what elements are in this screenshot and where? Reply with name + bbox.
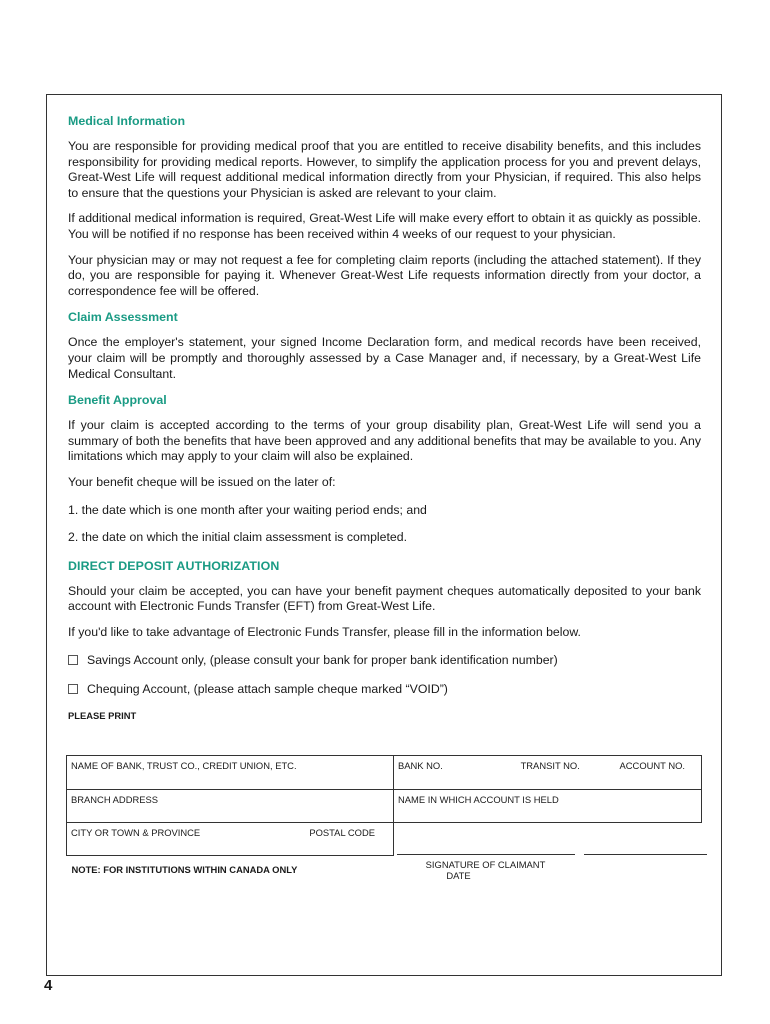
- branch-address-label: BRANCH ADDRESS: [71, 794, 158, 805]
- signature-labels: [394, 856, 702, 884]
- bank-name-label: NAME OF BANK, TRUST CO., CREDIT UNION, ETC.: [71, 760, 297, 771]
- date-line[interactable]: [584, 854, 707, 855]
- content-area: [68, 113, 701, 721]
- savings-label: Savings Account only, (please consult your bank for proper bank identification number): [87, 653, 558, 668]
- benefit-approval-heading: Benefit Approval: [68, 393, 167, 408]
- bank-information-form: [66, 755, 702, 884]
- account-holder-field[interactable]: [394, 790, 702, 823]
- direct-deposit-heading: DIRECT DEPOSIT AUTHORIZATION: [68, 558, 280, 573]
- chequing-checkbox[interactable]: [68, 684, 78, 694]
- claim-assessment-heading: Claim Assessment: [68, 310, 178, 325]
- claim-paragraph-1: Once the employer's statement, your signed Income Declaration form, and medical records have been received, your claim will be promptly and thoroughly assessed by a Case Manager and, if necessary, by a Great-West Life Medical Consultant.: [68, 335, 701, 381]
- please-print-label: PLEASE PRINT: [68, 710, 137, 722]
- page-number: 4: [44, 977, 53, 994]
- benefit-list-item-1: 1. the date which is one month after your waiting period ends; and: [68, 502, 427, 517]
- deposit-paragraph-1: Should your claim be accepted, you can have your benefit payment cheques automatically deposited to your bank account with Electronic Funds Transfer (EFT) from Great-West Life.: [68, 583, 701, 614]
- medical-paragraph-3: Your physician may or may not request a fee for completing claim reports (including the attached statement). If they do, you are responsible for paying it. Whenever Great-West Life requests information directly from your doctor, a correspondence fee will be offered.: [68, 252, 701, 298]
- note-cell: [67, 856, 394, 884]
- deposit-paragraph-2: If you'd like to take advantage of Electronic Funds Transfer, please fill in the information below.: [68, 624, 581, 639]
- date-label: DATE: [446, 869, 471, 881]
- canada-note: NOTE: FOR INSTITUTIONS WITHIN CANADA ONLY: [71, 864, 298, 876]
- savings-checkbox[interactable]: [68, 655, 78, 665]
- benefit-paragraph-2: Your benefit cheque will be issued on the later of:: [68, 474, 336, 489]
- savings-option[interactable]: [68, 652, 701, 668]
- benefit-paragraph-1: If your claim is accepted according to the terms of your group disability plan, Great-West Life will send you a summary of both the benefits that have been approved and any additional benefits that may be available to you. Any limitations which may apply to your claim will also be explained.: [68, 418, 701, 464]
- postal-code-label: POSTAL CODE: [309, 827, 375, 838]
- bank-numbers-field[interactable]: [394, 756, 702, 790]
- city-province-label: CITY OR TOWN & PROVINCE: [71, 827, 201, 838]
- branch-address-field[interactable]: [67, 790, 394, 823]
- city-postal-field[interactable]: [67, 823, 394, 856]
- signature-label: SIGNATURE OF CLAIMANT: [425, 858, 546, 870]
- signature-line[interactable]: [397, 854, 575, 855]
- medical-paragraph-1: You are responsible for providing medical proof that you are entitled to receive disability benefits, and this includes responsibility for providing medical reports. However, to simplify the application process for you and prevent delays, Great-West Life will request additional medical information directly from your Physician, if required. This also helps to ensure that the questions your Physician is asked are relevant to your claim.: [68, 139, 701, 200]
- medical-information-heading: Medical Information: [68, 114, 186, 128]
- transit-no-label: TRANSIT NO.: [520, 760, 580, 771]
- signature-area: [394, 823, 702, 856]
- account-holder-label: NAME IN WHICH ACCOUNT IS HELD: [398, 794, 559, 805]
- medical-paragraph-2: If additional medical information is required, Great-West Life will make every effort to obtain it as quickly as possible. You will be notified if no response has been received within 4 weeks of our request to your physician.: [68, 211, 701, 241]
- bank-no-label: BANK NO.: [398, 760, 443, 771]
- benefit-list-item-2: 2. the date on which the initial claim assessment is completed.: [68, 530, 408, 545]
- account-no-label: ACCOUNT NO.: [619, 760, 685, 771]
- chequing-option[interactable]: [68, 681, 701, 697]
- bank-name-field[interactable]: [67, 756, 394, 790]
- chequing-label: Chequing Account, (please attach sample cheque marked “VOID”): [87, 682, 448, 697]
